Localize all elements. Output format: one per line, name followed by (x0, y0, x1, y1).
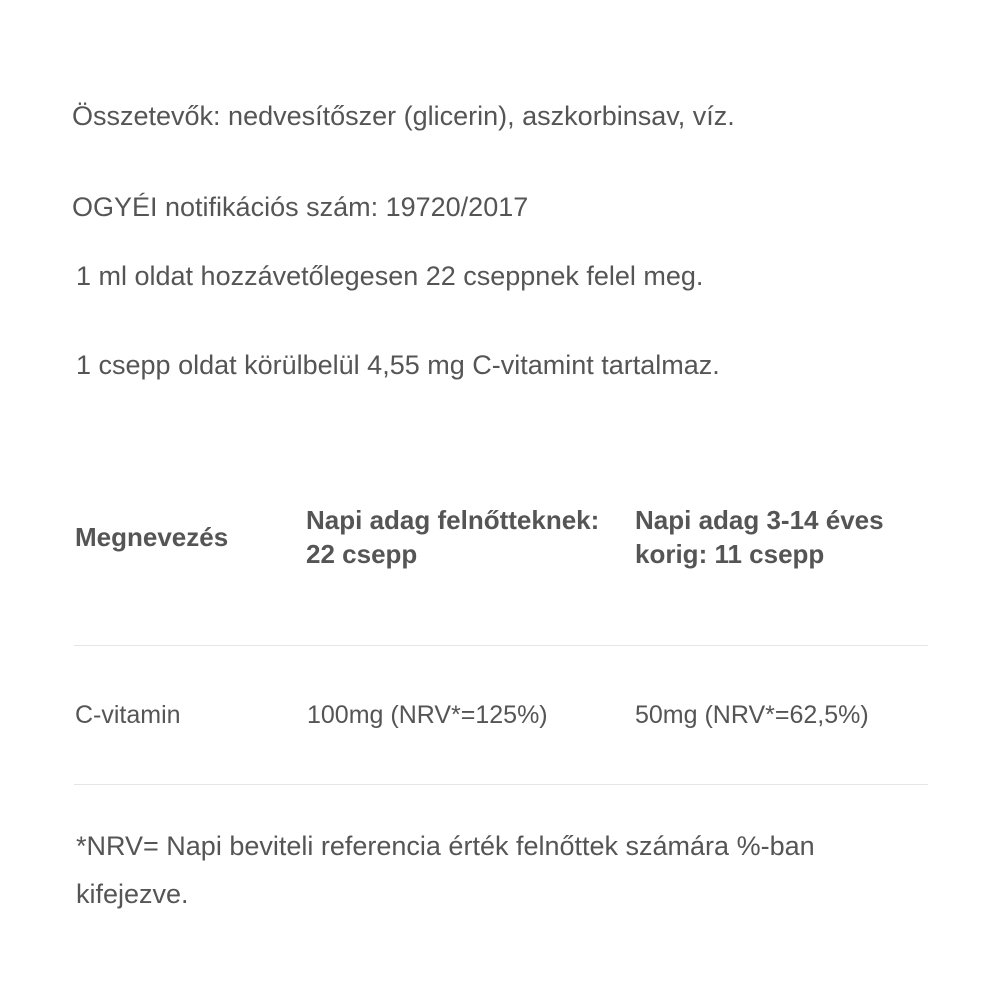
nrv-footnote (76, 822, 956, 918)
table-header-adult-line1: Napi adag felnőtteknek: (306, 505, 600, 535)
table-header-adult-line2: 22 csepp (306, 539, 418, 569)
table-header-child-line1: Napi adag 3-14 éves (635, 505, 884, 535)
table-divider (74, 645, 928, 646)
table-header-name: Megnevezés (75, 522, 229, 552)
drop-content-text: 1 csepp oldat körülbelül 4,55 mg C-vitamint tartalmaz. (76, 350, 720, 380)
table-header-adult (306, 503, 626, 571)
ml-drops-text: 1 ml oldat hozzávetőlegesen 22 cseppnek felel meg. (76, 261, 704, 291)
ingredients-text: Összetevők: nedvesítőszer (glicerin), aszkorbinsav, víz. (72, 101, 735, 131)
table-cell-child: 50mg (NRV*=62,5%) (635, 701, 869, 729)
nrv-footnote-line2: kifejezve. (76, 879, 189, 909)
table-header-child-line2: korig: 11 csepp (635, 539, 825, 569)
table-divider (74, 784, 928, 785)
table-cell-adult: 100mg (NRV*=125%) (307, 701, 548, 729)
table-cell-name: C-vitamin (75, 701, 181, 729)
notification-number-text: OGYÉI notifikációs szám: 19720/2017 (72, 192, 529, 222)
nrv-footnote-line1: *NRV= Napi beviteli referencia érték felnőttek számára %-ban (76, 831, 815, 861)
table-header-child (635, 503, 935, 571)
